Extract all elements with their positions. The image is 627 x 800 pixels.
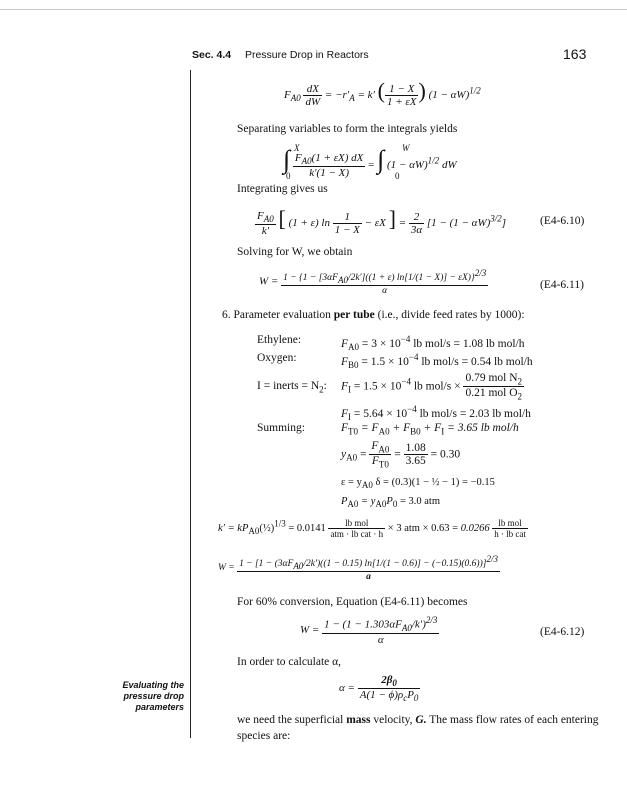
p-text: = 5.64 × 10: [353, 407, 408, 420]
p-frac-den: [463, 386, 524, 401]
p-sub: B0: [348, 360, 359, 371]
eq-sub: c: [403, 693, 408, 704]
p-frac-den: h · lb cat: [494, 529, 526, 539]
p-frac: [463, 372, 524, 402]
margin-note-line: Evaluating the: [122, 680, 184, 690]
p-sub: A0: [348, 342, 360, 353]
p-text: 0.0266: [460, 522, 490, 534]
eq-frac-num: [293, 152, 366, 166]
p-frac-num: lb mol: [498, 518, 522, 528]
eq-sub: A0: [401, 622, 412, 633]
eq-text: 1 − (1 − 1.303αF: [324, 618, 402, 631]
p-frac-num: lb mol: [345, 518, 369, 528]
integral-sign: ∫: [377, 145, 385, 174]
margin-note: [108, 680, 184, 713]
oxygen-label: Oxygen:: [257, 352, 297, 364]
eq-text: (1 − ϕ)ρ: [366, 689, 404, 702]
p-frac: [237, 554, 500, 582]
separating-text: Separating variables to form the integrals yields: [237, 123, 458, 135]
page-number: 163: [563, 46, 587, 62]
eq-text: dW: [441, 159, 457, 171]
p-sup: −4: [400, 334, 411, 344]
bracket-left: [: [278, 206, 286, 231]
eq-text: =: [398, 217, 407, 229]
ya0-expr: [341, 440, 460, 470]
p-frac: [404, 442, 428, 467]
p-text: =: [359, 448, 367, 461]
eq-sub: A0: [337, 275, 348, 286]
eq-text: (1 − αW): [386, 159, 428, 171]
eq-frac-num: 1 − X: [389, 82, 415, 95]
eq-frac: [303, 83, 322, 108]
eq-sup: 2/3: [425, 615, 438, 625]
eq-text: =: [368, 159, 378, 171]
para-text: The mass flow rates of each entering: [429, 714, 599, 726]
summing-label: Summing:: [257, 422, 305, 434]
p-sup: −4: [408, 352, 419, 362]
eq-label-e4-6-10: (E4-6.10): [540, 215, 585, 227]
pa0-expr: [341, 496, 440, 509]
p-frac: [492, 518, 528, 539]
margin-rule: [190, 70, 191, 738]
p-sub: A0: [346, 452, 358, 463]
eq-frac-num: dX: [306, 82, 319, 95]
p-sub: A0: [375, 499, 387, 510]
fi-expr: [341, 404, 531, 422]
p-text: I = inerts = N: [257, 380, 320, 392]
p-sup: 1/3: [274, 518, 286, 529]
eq-frac-den: 1 + εX: [387, 95, 417, 108]
step6-bold: per tube: [333, 309, 375, 321]
eq-text: /2k′]((1 + ε) ln[1/(1 − X)] − εX)}: [347, 273, 475, 284]
eq-sub: A: [349, 93, 355, 104]
p-frac: [369, 440, 391, 470]
inerts-label: [257, 380, 327, 394]
p-sub: T0: [378, 459, 389, 470]
p-sup: 2/3: [486, 554, 498, 564]
section-label: Sec. 4.4: [192, 49, 232, 61]
p-text: F: [341, 422, 349, 434]
eq-frac-den: 1 − X: [334, 223, 360, 236]
p-text: = 3.65 lb mol/h: [447, 422, 519, 434]
p-frac-den: a: [237, 571, 500, 582]
integral-lower: 0: [286, 171, 291, 181]
running-header: [192, 49, 369, 61]
conv-equation: [300, 615, 439, 646]
para-bold: G.: [415, 714, 427, 726]
p-sub: 2: [517, 391, 523, 402]
p-text: × 3 atm × 0.63 =: [387, 522, 459, 534]
step6-text: (i.e., divide feed rates by 1000):: [377, 309, 525, 321]
p-sub: A0: [378, 426, 390, 437]
inorder-text: In order to calculate α,: [237, 656, 342, 668]
p-frac-den: atm · lb cat · h: [330, 529, 384, 539]
p-sup: −4: [407, 404, 417, 414]
p-sub: I: [348, 384, 352, 395]
p-frac-den: [369, 454, 391, 469]
p-frac-num: [463, 372, 524, 386]
eq-text: /k′): [411, 618, 426, 631]
p-frac-num: [237, 554, 500, 571]
p-frac-den: 3.65: [405, 455, 426, 468]
eq-frac: [281, 268, 488, 296]
integral-upper: W: [402, 143, 410, 153]
eq-frac: [293, 152, 366, 179]
p-text: F: [341, 355, 349, 368]
p-text: (½): [259, 522, 275, 534]
eq-frac: [322, 615, 439, 646]
eq-text: F: [284, 89, 291, 101]
p-sub: A0: [248, 526, 260, 536]
p-text: 0.21 mol O: [465, 387, 518, 400]
p-text: F: [341, 380, 349, 393]
p-text: = 3.0 atm: [399, 496, 441, 507]
p-text: P: [341, 496, 348, 507]
eq-text: W =: [300, 623, 320, 636]
integral-sign: ∫: [283, 145, 291, 174]
eq-text: = k′: [357, 89, 375, 101]
integral-upper: X: [294, 143, 300, 153]
para-text: velocity,: [373, 714, 413, 726]
p-text: :: [323, 380, 327, 392]
p-text: =: [394, 448, 401, 461]
p-text: = 3 × 10: [361, 337, 401, 350]
eq-text: − εX: [364, 217, 386, 229]
p-text: = 1.5 × 10: [361, 355, 409, 368]
p-sub: A0: [378, 444, 390, 455]
eq-text: = −r′: [324, 89, 350, 101]
p-text: W =: [218, 563, 235, 574]
p-text: 0.79 mol N: [465, 372, 518, 384]
eq-sup: 1/2: [427, 155, 440, 166]
eq-text: F: [257, 209, 264, 222]
p-text: + F: [423, 422, 442, 434]
p-text: F: [341, 407, 349, 420]
eq-text: F: [294, 151, 302, 164]
p-sub: A0: [293, 561, 304, 572]
p-text: F: [341, 337, 349, 350]
eq-frac-num: [322, 615, 439, 633]
eq-text: (1 + ε) ln: [288, 217, 330, 229]
summing-expr: [341, 422, 519, 436]
eps-expr: [341, 477, 495, 490]
eq-frac-num: [281, 268, 488, 285]
paren-left: (: [377, 78, 385, 103]
solving-text: Solving for W, we obtain: [237, 246, 353, 258]
eq-text: ]: [501, 217, 507, 229]
eq-frac-den: α: [281, 285, 488, 296]
p-text: /2k′)((1 − 0.15) ln[1/(1 − 0.6)] − (−0.15)(0.6))]: [303, 559, 487, 570]
wsub-expr: [218, 554, 500, 582]
p-frac-num: [369, 440, 391, 454]
eq-frac: [358, 674, 421, 703]
paren-right: ): [418, 78, 426, 103]
p-sub: 0: [392, 499, 398, 510]
p-sub: 2: [517, 376, 523, 387]
step6-text: 6. Parameter evaluation: [222, 309, 331, 321]
p-sub: I: [441, 426, 445, 437]
p-text: lb mol/s ×: [413, 380, 461, 393]
p-sub: 2: [319, 384, 324, 395]
integral-lower: 0: [395, 171, 400, 181]
oxygen-expr: [341, 352, 533, 370]
eq-text: α: [339, 682, 345, 695]
eq-label-e4-6-12: (E4-6.12): [540, 626, 585, 638]
eq-frac-num: [358, 674, 421, 688]
p-text: P: [386, 496, 393, 507]
p-frac: [328, 518, 385, 539]
eq-sup: 2/3: [474, 268, 487, 278]
eq-frac-den: α: [322, 633, 439, 646]
p-text: lb mol/s = 0.54 lb mol/h: [421, 355, 533, 368]
p-sub: T0: [348, 426, 359, 437]
p-text: F: [371, 455, 379, 468]
p-sup: −4: [401, 376, 411, 387]
p-frac-num: 1.08: [405, 442, 426, 455]
eq-frac: [409, 211, 424, 236]
margin-note-line: pressure drop: [123, 691, 184, 701]
margin-note-line: parameters: [135, 702, 184, 712]
mass-velocity-text: [237, 714, 599, 726]
inerts-expr: [341, 372, 524, 402]
eq-text: (1 + εX) dX: [311, 151, 364, 164]
p-sub: I: [348, 412, 352, 423]
eq-frac-den: k′(1 − X): [293, 166, 366, 179]
design-equation: [284, 78, 481, 108]
eq-frac-den: k′: [255, 224, 276, 237]
kprime-expr: [218, 518, 528, 539]
eq-frac-den: dW: [305, 95, 321, 108]
p-text: k′ = kP: [218, 522, 249, 534]
p-text: y: [341, 448, 347, 461]
eq-sup: 3/2: [490, 213, 502, 224]
eq-sub: A0: [263, 214, 274, 225]
eq-frac-num: 1: [344, 210, 351, 223]
p-text: = 0.0141: [288, 522, 326, 534]
eq-label-e4-6-11: (E4-6.11): [540, 279, 584, 291]
bracket-right: ]: [388, 206, 396, 231]
eq-frac-den: [358, 688, 421, 703]
integrated-equation: [255, 206, 506, 237]
para-text: we need the superficial: [237, 714, 344, 726]
p-text: = F: [360, 422, 379, 434]
p-text: F: [371, 440, 379, 452]
p-text: lb mol/s = 1.08 lb mol/h: [413, 337, 525, 350]
eq-text: [1 − (1 − αW): [426, 217, 491, 229]
species-text: species are:: [237, 730, 291, 742]
top-rule: [0, 9, 627, 10]
eq-frac: [385, 83, 418, 108]
ethylene-expr: [341, 334, 525, 352]
eq-sub: A0: [301, 156, 312, 167]
p-text: ε = y: [341, 477, 362, 488]
ethylene-label: Ethylene:: [257, 334, 302, 346]
p-text: = y: [361, 496, 376, 507]
step6-heading: [222, 309, 525, 321]
alpha-equation: [339, 674, 420, 703]
p-text: lb mol/s = 2.03 lb mol/h: [419, 407, 531, 420]
for60-text: For 60% conversion, Equation (E4-6.11) becomes: [237, 596, 468, 608]
eq-frac-den: 3α: [410, 223, 423, 236]
eq-sub: 0: [413, 693, 419, 704]
p-sub: A0: [361, 480, 373, 491]
para-bold: mass: [346, 714, 371, 726]
eq-frac-num: 2: [413, 210, 420, 223]
p-text: + F: [392, 422, 411, 434]
solved-equation: [259, 268, 488, 296]
eq-sub: 0: [392, 678, 397, 689]
eq-text: (1 − αW): [428, 89, 470, 101]
section-title: Pressure Drop in Reactors: [244, 49, 369, 61]
eq-text: W =: [259, 275, 279, 288]
eq-frac: [333, 211, 362, 236]
p-sub: A0: [347, 499, 359, 510]
p-text: = 1.5 × 10: [353, 380, 402, 393]
p-sub: B0: [410, 426, 421, 437]
p-text: 1 − [1 − (3αF: [239, 559, 294, 570]
eq-frac-num: [255, 210, 276, 224]
eq-text: =: [347, 682, 355, 695]
eq-text: 1 − {1 − [3αF: [283, 273, 338, 284]
eq-sub: A0: [290, 93, 301, 104]
eq-sup: 1/2: [469, 85, 481, 96]
separated-integral: [283, 145, 457, 179]
p-text: δ = (0.3)(1 − ½ − 1) = −0.15: [375, 477, 495, 488]
eq-text: 2β: [381, 674, 393, 686]
p-text: = 0.30: [430, 448, 461, 461]
eq-text: A: [359, 689, 367, 702]
integrating-text: Integrating gives us: [237, 183, 328, 195]
eq-frac: [255, 210, 276, 237]
eq-text: P: [407, 689, 414, 702]
